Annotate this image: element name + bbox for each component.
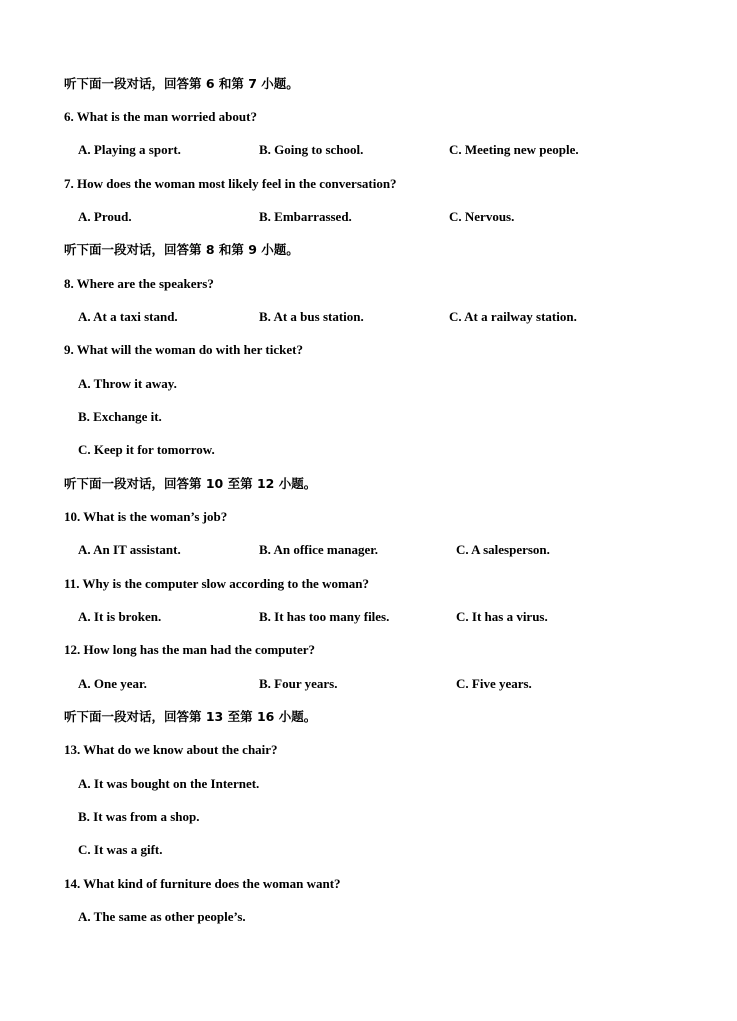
option-14a: A. The same as other people’s. [78,909,246,924]
question-11: 11. Why is the computer slow according to the woman? [64,576,370,591]
option-7b: B. Embarrassed. [259,209,352,224]
option-11a: A. It is broken. [78,609,162,624]
option-8a: A. At a taxi stand. [78,309,178,324]
option-12c: C. Five years. [456,676,532,691]
option-13a: A. It was bought on the Internet. [78,776,260,791]
option-12b: B. Four years. [259,676,338,691]
question-14: 14. What kind of furniture does the woman want? [64,876,341,891]
section-heading: 听下面一段对话，回答第 13 至第 16 小题。 [64,709,317,724]
option-11c: C. It has a virus. [456,609,548,624]
section-heading: 听下面一段对话，回答第 10 至第 12 小题。 [64,476,317,491]
question-13: 13. What do we know about the chair? [64,742,278,757]
option-7a: A. Proud. [78,209,132,224]
option-9b: B. Exchange it. [78,409,162,424]
question-9: 9. What will the woman do with her ticket? [64,342,303,357]
option-8c: C. At a railway station. [449,309,577,324]
option-13c: C. It was a gift. [78,842,163,857]
question-7: 7. How does the woman most likely feel in the conversation? [64,176,397,191]
question-10: 10. What is the woman’s job? [64,509,228,524]
question-12: 12. How long has the man had the computer? [64,642,315,657]
option-6a: A. Playing a sport. [78,142,181,157]
option-13b: B. It was from a shop. [78,809,200,824]
question-8: 8. Where are the speakers? [64,276,214,291]
option-11b: B. It has too many files. [259,609,390,624]
option-9c: C. Keep it for tomorrow. [78,442,215,457]
option-9a: A. Throw it away. [78,376,177,391]
option-10a: A. An IT assistant. [78,542,181,557]
question-6: 6. What is the man worried about? [64,109,257,124]
option-6b: B. Going to school. [259,142,364,157]
option-6c: C. Meeting new people. [449,142,579,157]
option-8b: B. At a bus station. [259,309,364,324]
option-7c: C. Nervous. [449,209,515,224]
section-heading: 听下面一段对话，回答第 6 和第 7 小题。 [64,76,299,91]
option-10b: B. An office manager. [259,542,379,557]
section-heading: 听下面一段对话，回答第 8 和第 9 小题。 [64,242,299,257]
option-12a: A. One year. [78,676,147,691]
option-10c: C. A salesperson. [456,542,550,557]
